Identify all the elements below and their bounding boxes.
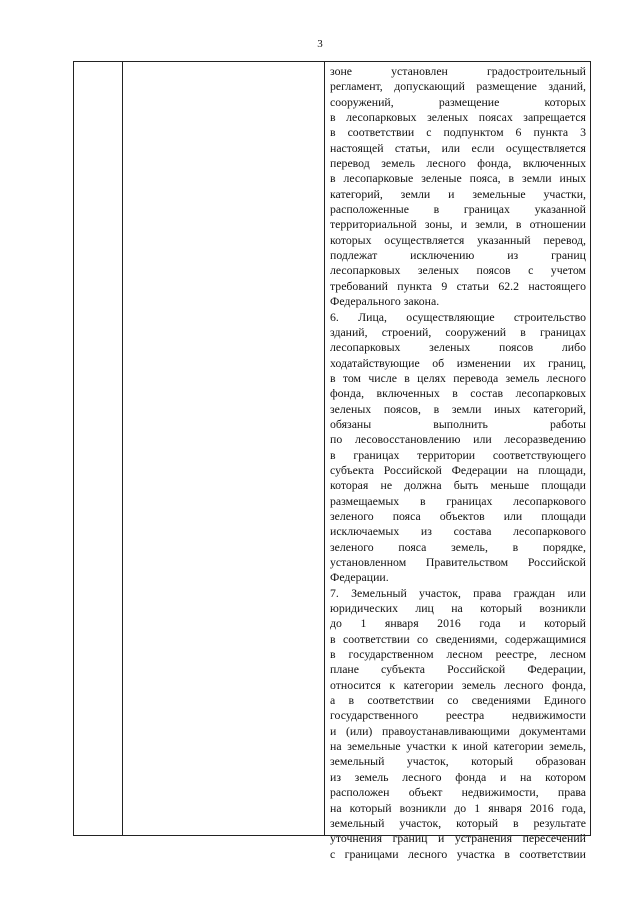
text-line: в том числе в целях перевода земель лесного — [330, 370, 586, 385]
text-line: на который возникли до 1 января 2016 года, — [330, 800, 586, 815]
text-line: 6. Лица, осуществляющие строительство — [330, 309, 586, 324]
text-line: которых осуществляется указанный перевод, — [330, 232, 586, 247]
text-line: исключаемых из состава лесопаркового — [330, 524, 586, 539]
text-line: зоне установлен градостроительный — [330, 64, 586, 78]
text-line: государственного реестра недвижимости — [330, 708, 586, 723]
text-line: по лесовосстановлению или лесоразведению — [330, 432, 586, 447]
text-line: которая не должна быть меньше площади — [330, 478, 586, 493]
text-line: лесопарковых зеленых поясов либо — [330, 340, 586, 355]
text-line: в государственном лесном реестре, лесном — [330, 647, 586, 662]
table-cell-text — [330, 64, 586, 861]
text-line: расположен объект недвижимости, права — [330, 785, 586, 800]
text-line: сооружений, размещение которых — [330, 94, 586, 109]
text-line: требований пункта 9 статьи 62.2 настоящего — [330, 278, 586, 293]
text-line: до 1 января 2016 года и который — [330, 616, 586, 631]
text-line: регламент, допускающий размещение зданий, — [330, 79, 586, 94]
text-line: зеленого пояса земель, в порядке, — [330, 539, 586, 554]
text-line: обязаны выполнить работы — [330, 416, 586, 431]
text-line: относится к категории земель лесного фонда, — [330, 677, 586, 692]
text-line: расположенные в границах указанной — [330, 202, 586, 217]
text-line: и (или) правоустанавливающими документами — [330, 723, 586, 738]
text-line: установленном Правительством Российской — [330, 555, 586, 569]
text-line: из земель лесного фонда и на котором — [330, 769, 586, 784]
text-line: в лесопарковые зеленые пояса, в земли иных — [330, 171, 586, 186]
text-line: субъекта Российской Федерации на площади, — [330, 462, 586, 477]
text-line: уточнения границ и устранения пересечений — [330, 831, 586, 846]
text-line: настоящей статьи, или если осуществляется — [330, 140, 586, 155]
text-line: в соответствии с подпунктом 6 пункта 3 — [330, 125, 586, 140]
text-line: на земельные участки к иной категории земель, — [330, 739, 586, 754]
table-column-divider — [122, 62, 123, 835]
text-line: юридических лиц на который возникли — [330, 601, 586, 616]
text-line: зеленых поясов, в земли иных категорий, — [330, 401, 586, 416]
text-line: в границах территории соответствующего — [330, 447, 586, 462]
text-line: Федерального закона. — [330, 294, 440, 309]
text-line: плане субъекта Российской Федерации, — [330, 662, 586, 677]
text-line: территориальной зоны, и земли, в отношении — [330, 217, 586, 232]
text-line: перевод земель лесного фонда, включенных — [330, 156, 586, 171]
text-line: подлежат исключению из границ — [330, 248, 586, 263]
text-line: ходатайствующие об изменении их границ, — [330, 355, 586, 370]
text-line: с границами лесного участка в соответствии — [330, 846, 586, 861]
text-line: фонда, включенных в состав лесопарковых — [330, 386, 586, 401]
text-line: в лесопарковых зеленых поясах запрещается — [330, 110, 586, 125]
text-line: а в соответствии со сведениями Единого — [330, 693, 586, 708]
text-line: 7. Земельный участок, права граждан или — [330, 585, 586, 600]
text-line: земельный участок, который в результате — [330, 815, 586, 830]
text-line: зеленого пояса объектов или площади — [330, 508, 586, 523]
text-line: в соответствии со сведениями, содержащимися — [330, 631, 586, 646]
text-line: размещаемых в границах лесопаркового — [330, 493, 586, 508]
text-line: зданий, строений, сооружений в границах — [330, 324, 586, 339]
text-line: категорий, земли и земельные участки, — [330, 186, 586, 201]
text-line: лесопарковых зеленых поясов с учетом — [330, 263, 586, 278]
table-column-divider — [324, 62, 325, 835]
text-line: земельный участок, который образован — [330, 754, 586, 769]
document-table — [73, 61, 591, 861]
page-number: 3 — [317, 38, 323, 50]
text-line: Федерации. — [330, 570, 389, 585]
